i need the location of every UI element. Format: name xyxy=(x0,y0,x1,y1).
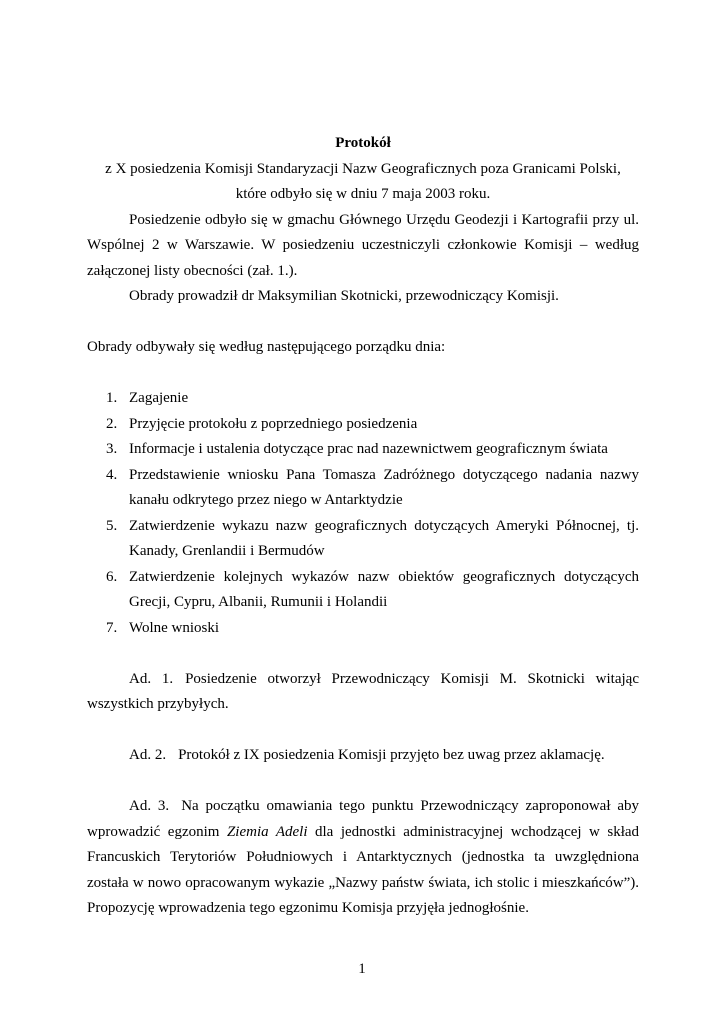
ad-1-text: Posiedzenie otworzył Przewodniczący Komisji M. Skotnicki witając wszystkich przybyłych. xyxy=(87,670,639,712)
ad-2-text: Protokół z IX posiedzenia Komisji przyjęto bez uwag przez aklamację. xyxy=(178,747,605,763)
agenda-list xyxy=(87,386,639,641)
agenda-item-text: Informacje i ustalenia dotyczące prac nad nazewnictwem geograficznym świata xyxy=(129,441,608,457)
agenda-item-text: Wolne wnioski xyxy=(129,619,220,636)
agenda-intro: Obrady odbywały się według następującego porządku dnia: xyxy=(87,339,446,355)
agenda-item-number: 6. xyxy=(106,568,118,585)
ad-1-paragraph xyxy=(87,667,639,718)
agenda-item xyxy=(87,565,639,616)
agenda-item xyxy=(87,514,639,565)
ad-3-paragraph xyxy=(87,794,639,922)
agenda-item-number: 1. xyxy=(106,390,118,406)
ad-2-label: Ad. 2. xyxy=(129,747,167,763)
agenda-item-text: Zagajenie xyxy=(129,390,189,406)
ad-2-paragraph xyxy=(87,743,639,769)
ad-3-text-after: dla jednostki administracyjnej wchodzącej w skład Francuskich Terytoriów Południowych i Antarktycznych (jednostka ta uwzględniona została w nowo opracowanym wykazie „Nazwy państw świata, ich stolic i mieszkańców”). Propozycję wprowadzenia tego egzonimu Komisja przyjęła jednogłośnie. xyxy=(87,823,640,916)
agenda-item-text: Zatwierdzenie kolejnych wykazów nazw obiektów geograficznych dotyczących Grecji, Cypru, Albanii, Rumunii i Holandii xyxy=(129,568,639,610)
spacer xyxy=(87,769,639,795)
agenda-item xyxy=(87,437,639,463)
intro-paragraph: Posiedzenie odbyło się w gmachu Głównego Urzędu Geodezji i Kartografii przy ul. Wspólnej 2 w Warszawie. W posiedzeniu uczestniczyli członkowie Komisji – według załączonej listy obecności (zał. 1.). xyxy=(87,211,639,279)
chair-paragraph: Obrady prowadził dr Maksymilian Skotnicki, przewodniczący Komisji. xyxy=(129,288,559,304)
agenda-item-number: 7. xyxy=(106,619,118,636)
agenda-item xyxy=(87,412,639,438)
agenda-item xyxy=(87,463,639,514)
page-content xyxy=(87,131,639,922)
agenda-item-text: Przyjęcie protokołu z poprzedniego posiedzenia xyxy=(129,415,418,432)
agenda-item-text: Przedstawienie wniosku Pana Tomasza Zadróżnego dotyczącego nadania nazwy kanału odkrytego przez niego w Antarktydzie xyxy=(129,466,639,508)
ad-3-text-before: Na początku omawiania tego punktu Przewodniczący zaproponował aby wprowadzić egzonim xyxy=(87,798,639,840)
spacer xyxy=(87,718,639,744)
spacer xyxy=(87,361,639,387)
agenda-item-number: 5. xyxy=(106,517,118,534)
spacer xyxy=(87,310,639,336)
document-subtitle-line-1: z X posiedzenia Komisji Standaryzacji Nazw Geograficznych poza Granicami Polski, xyxy=(105,160,621,177)
agenda-item-number: 4. xyxy=(106,466,118,483)
spacer xyxy=(87,641,639,667)
agenda-item xyxy=(87,386,639,412)
ad-3-label: Ad. 3. xyxy=(129,798,170,814)
document-subtitle-line-2: które odbyło się w dniu 7 maja 2003 roku. xyxy=(235,186,491,202)
agenda-item-text: Zatwierdzenie wykazu nazw geograficznych dotyczących Ameryki Północnej, tj. Kanady, Grenlandii i Bermudów xyxy=(129,517,639,559)
ad-1-label: Ad. 1. xyxy=(129,670,174,687)
page-number: 1 xyxy=(358,961,366,977)
agenda-item-number: 3. xyxy=(106,441,118,457)
ad-3-italic-exonym: Ziemia Adeli xyxy=(226,823,308,840)
agenda-item xyxy=(87,616,639,642)
document-title: Protokół xyxy=(335,135,391,151)
agenda-item-number: 2. xyxy=(106,415,118,432)
